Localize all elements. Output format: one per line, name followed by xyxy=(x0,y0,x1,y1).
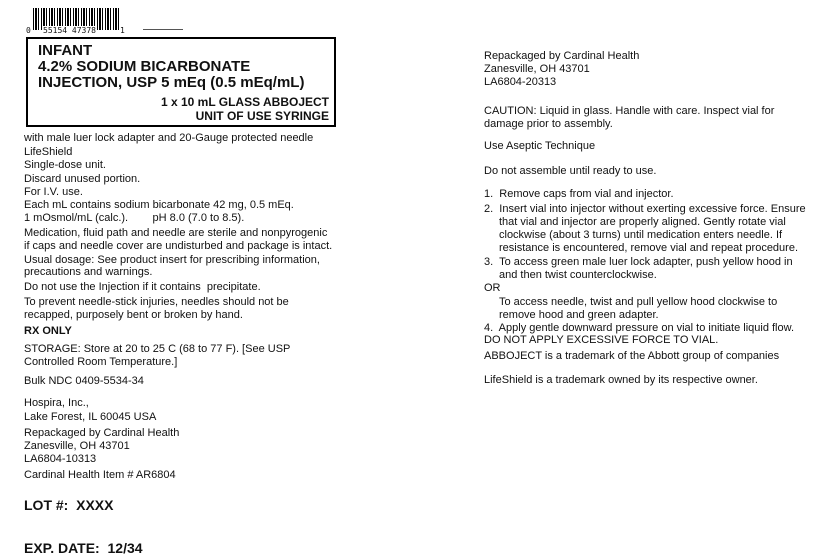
product-title: INFANT xyxy=(38,42,93,59)
lot-number: LOT #: XXXX xyxy=(24,497,114,513)
right-text-line: CAUTION: Liquid in glass. Handle with care. Inspect vial for xyxy=(484,105,775,117)
right-text-line: To access needle, twist and pull yellow hood clockwise to xyxy=(499,296,778,308)
product-title: INJECTION, USP 5 mEq (0.5 mEq/mL) xyxy=(38,74,305,91)
left-text-line: For I.V. use. xyxy=(24,186,83,198)
left-text-line: Each mL contains sodium bicarbonate 42 mg, 0.5 mEq. xyxy=(24,199,294,211)
expiration-date: EXP. DATE: 12/34 xyxy=(24,540,143,556)
right-text-line: clockwise (about 3 turns) until medication enters needle. If xyxy=(499,229,783,241)
left-text-line: Do not use the Injection if it contains precipitate. xyxy=(24,281,261,293)
right-text-line: LA6804-20313 xyxy=(484,76,557,88)
right-text-line: and then twist counterclockwise. xyxy=(499,269,657,281)
right-text-line: damage prior to assembly. xyxy=(484,118,613,130)
left-text-line: Cardinal Health Item # AR6804 xyxy=(24,469,176,481)
product-title-box xyxy=(26,37,336,127)
barcode-digit: 1 xyxy=(120,26,125,35)
left-text-line: Bulk NDC 0409-5534-34 xyxy=(24,375,144,387)
right-text-line: LifeShield is a trademark owned by its respective owner. xyxy=(484,374,758,386)
left-text-line: Discard unused portion. xyxy=(24,173,141,185)
package-description: UNIT OF USE SYRINGE xyxy=(195,109,329,123)
left-text-line: precautions and warnings. xyxy=(24,266,153,278)
right-text-line: that vial and injector are properly aligned. Gently rotate vial xyxy=(499,216,786,228)
left-text-line: LA6804-10313 xyxy=(24,453,97,465)
left-text-line: Controlled Room Temperature.] xyxy=(24,356,178,368)
left-text-line: Medication, fluid path and needle are sterile and nonpyrogenic xyxy=(24,227,328,239)
left-text-line: Single-dose unit. xyxy=(24,159,106,171)
left-text-line: if caps and needle cover are undisturbed and package is intact. xyxy=(24,240,333,252)
left-text-line: Zanesville, OH 43701 xyxy=(24,440,130,452)
barcode-digits: 55154 47378 xyxy=(43,26,96,35)
left-text-line: LifeShield xyxy=(24,146,73,158)
right-text-line: 1. Remove caps from vial and injector. xyxy=(484,188,674,200)
right-text-line: 3. To access green male luer lock adapter, push yellow hood in xyxy=(484,256,793,268)
barcode-digit: 0 xyxy=(26,26,31,35)
right-text-line: resistance is encountered, remove vial and repeat procedure. xyxy=(499,242,799,254)
left-text-line: RX ONLY xyxy=(24,325,72,337)
right-text-line: remove hood and green adapter. xyxy=(499,309,659,321)
right-text-line: 2. Insert vial into injector without exerting excessive force. Ensure xyxy=(484,203,806,215)
right-text-line: DO NOT APPLY EXCESSIVE FORCE TO VIAL. xyxy=(484,334,719,346)
right-text-line: Zanesville, OH 43701 xyxy=(484,63,590,75)
right-text-line: OR xyxy=(484,282,501,294)
left-text-line: Usual dosage: See product insert for prescribing information, xyxy=(24,254,320,266)
left-text-line: STORAGE: Store at 20 to 25 C (68 to 77 F). [See USP xyxy=(24,343,291,355)
right-text-line: Do not assemble until ready to use. xyxy=(484,165,657,177)
right-text-line: Repackaged by Cardinal Health xyxy=(484,50,640,62)
left-text-line: Hospira, Inc., xyxy=(24,397,89,409)
left-text-line: 1 mOsmol/mL (calc.). pH 8.0 (7.0 to 8.5). xyxy=(24,212,245,224)
right-text-line: 4. Apply gentle downward pressure on vial to initiate liquid flow. xyxy=(484,322,795,334)
left-text-line: with male luer lock adapter and 20-Gauge protected needle xyxy=(24,132,314,144)
left-text-line: recapped, purposely bent or broken by hand. xyxy=(24,309,243,321)
right-text-line: Use Aseptic Technique xyxy=(484,140,596,152)
left-text-line: To prevent needle-stick injuries, needles should not be xyxy=(24,296,289,308)
right-text-line: ABBOJECT is a trademark of the Abbott group of companies xyxy=(484,350,780,362)
left-text-line: Repackaged by Cardinal Health xyxy=(24,427,180,439)
package-description: 1 x 10 mL GLASS ABBOJECT xyxy=(160,95,329,109)
product-title: 4.2% SODIUM BICARBONATE xyxy=(38,58,251,75)
left-text-line: Lake Forest, IL 60045 USA xyxy=(24,411,157,423)
divider xyxy=(143,29,183,30)
